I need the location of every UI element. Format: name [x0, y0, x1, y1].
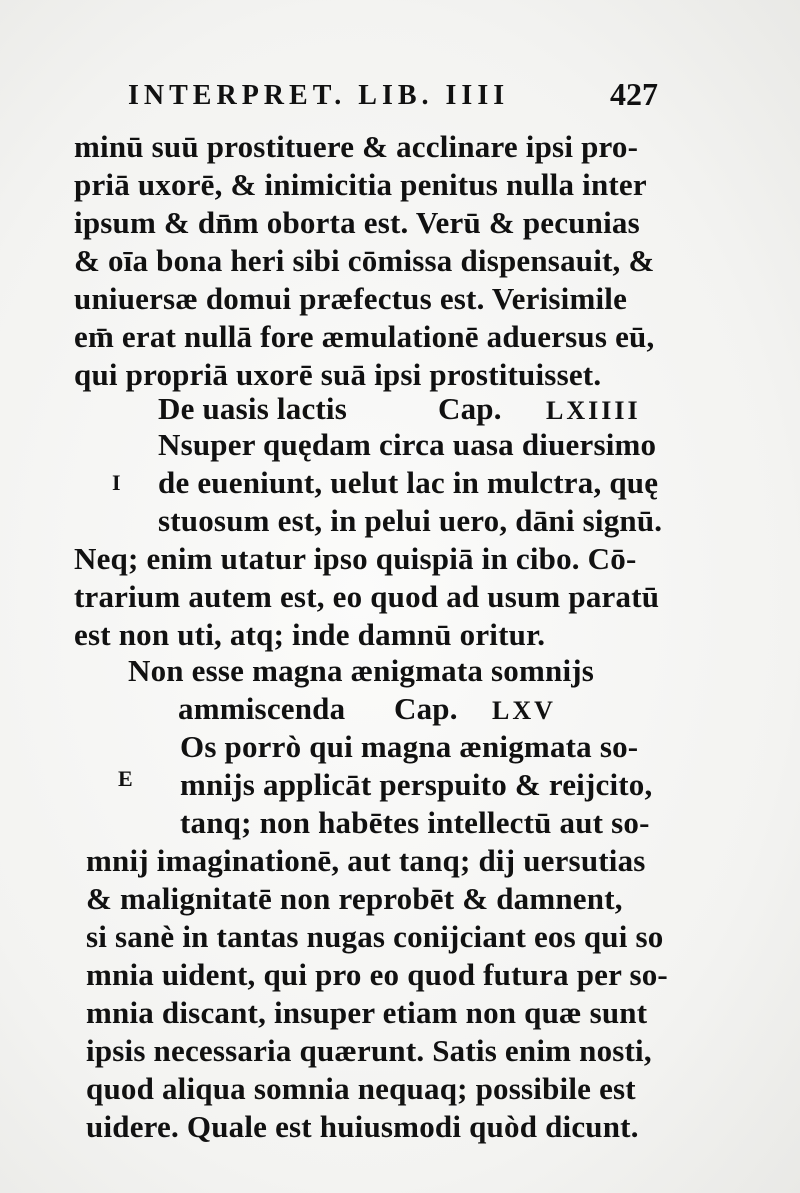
body-line: ipsum & dn̄m oborta est. Verū & pecunias	[74, 205, 640, 240]
chapter-number: LXV	[492, 696, 556, 725]
body-line: Neq; enim utatur ipso quispiā in cibo. Cō-	[74, 541, 637, 576]
body-line: mnijs applicāt perspuito & reijcito,	[180, 767, 653, 802]
chapter-number: LXIIII	[546, 396, 641, 425]
body-line: priā uxorē, & inimicitia penitus nulla inter	[74, 167, 647, 202]
body-line: tanq; non habētes intellectū aut so-	[180, 805, 650, 840]
chapter-title: ammiscenda	[178, 691, 346, 726]
body-line: uniuersæ domui præfectus est. Verisimile	[74, 281, 628, 316]
body-line: ipsis necessaria quærunt. Satis enim nosti,	[86, 1033, 652, 1068]
body-line: trarium autem est, eo quod ad usum paratū	[74, 579, 660, 614]
margin-letter: I	[112, 470, 121, 495]
body-line: Os porrò qui magna ænigmata so-	[180, 729, 639, 764]
body-line: & oīa bona heri sibi cōmissa dispensauit, &	[74, 243, 655, 278]
page-number: 427	[610, 76, 658, 112]
body-line: minū suū prostituere & acclinare ipsi pro-	[74, 129, 639, 164]
body-line: Nsuper quędam circa uasa diuersimo	[158, 427, 657, 462]
chapter-title: De uasis lactis	[158, 391, 347, 426]
body-line: est non uti, atq; inde damnū oritur.	[74, 617, 546, 652]
body-line: & malignitatē non reprobēt & damnent,	[86, 881, 623, 916]
body-line: stuosum est, in pelui uero, dāni signū.	[158, 503, 663, 538]
body-line: quod aliqua somnia nequaq; possibile est	[86, 1071, 636, 1106]
chapter-cap-label: Cap.	[394, 691, 458, 726]
body-line: mnia discant, insuper etiam non quæ sunt	[86, 995, 648, 1030]
body-line: mnij imaginationē, aut tanq; dij uersutias	[86, 843, 646, 878]
body-line: qui propriā uxorē suā ipsi prostituisset.	[74, 357, 602, 392]
body-line: mnia uident, qui pro eo quod futura per so-	[86, 957, 668, 992]
chapter-cap-label: Cap.	[438, 391, 502, 426]
body-line: uidere. Quale est huiusmodi quòd dicunt.	[86, 1109, 639, 1144]
chapter-title: Non esse magna ænigmata somnijs	[128, 653, 595, 688]
body-line: em̄ erat nullā fore æmulationē aduersus eū,	[74, 319, 655, 354]
body-line: si sanè in tantas nugas conijciant eos qui so	[86, 919, 664, 954]
body-line: de eueniunt, uelut lac in mulctra, quę	[158, 465, 659, 500]
margin-letter: E	[118, 766, 133, 791]
running-title: INTERPRET. LIB. IIII	[128, 80, 510, 111]
